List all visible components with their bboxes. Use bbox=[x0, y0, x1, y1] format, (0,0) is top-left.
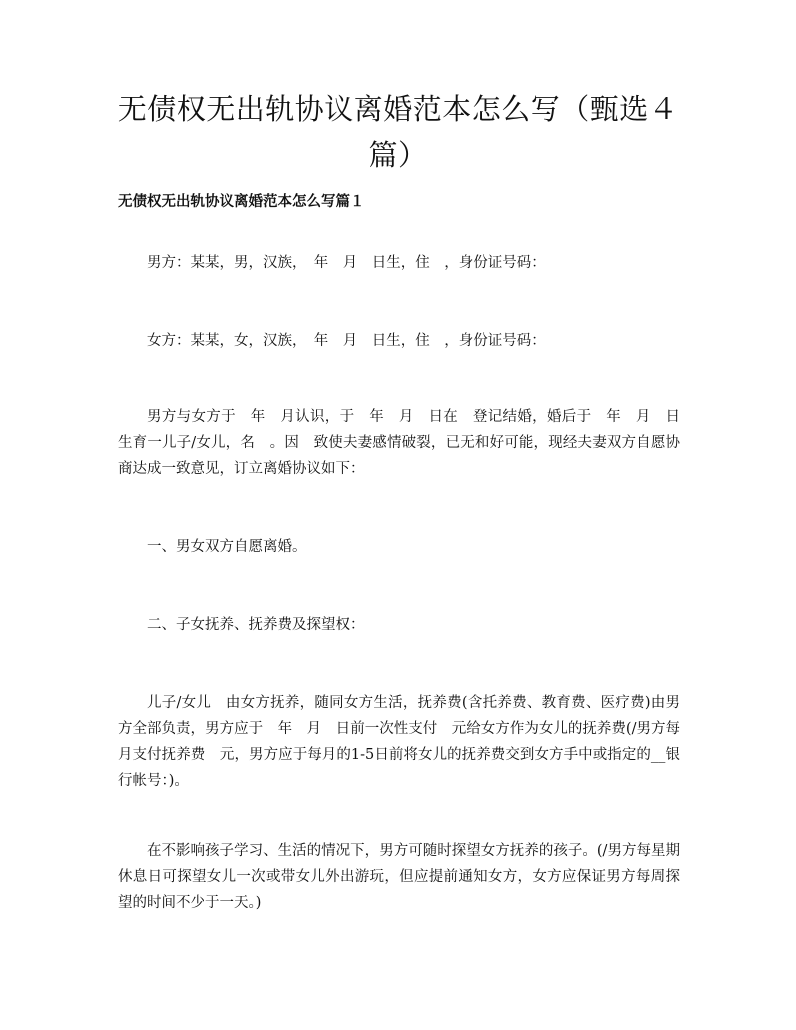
paragraph-marriage-background: 男方与女方于 年 月认识，于 年 月 日在 登记结婚，婚后于 年 月 日生育一儿子/女儿，名 。因 致使夫妻感情破裂，已无和好可能，现经夫妻双方自愿协商达成一致意见，订立离婚协议如下： bbox=[118, 409, 680, 477]
paragraph-female-party: 女方：某某，女，汉族， 年 月 日生，住 ，身份证号码： bbox=[147, 333, 546, 349]
paragraph-clause-two: 二、子女抚养、抚养费及探望权： bbox=[147, 617, 365, 633]
paragraph-child-support: 儿子/女儿 由女方抚养，随同女方生活，抚养费(含托养费、教育费、医疗费)由男方全部负责，男方应于 年 月 日前一次性支付 元给女方作为女儿的抚养费(/男方每月支付抚养费 元，男方应于每月的1-5日前将女儿的抚养费交到女方手中或指定的__银行帐号：)。 bbox=[118, 695, 680, 789]
paragraph-visitation: 在不影响孩子学习、生活的情况下，男方可随时探望女方抚养的孩子。(/男方每星期休息日可探望女儿一次或带女儿外出游玩，但应提前通知女方，女方应保证男方每周探望的时间不少于一天。) bbox=[118, 843, 680, 911]
section-heading: 无债权无出轨协议离婚范本怎么写篇１ bbox=[118, 194, 365, 210]
paragraph-clause-one: 一、男女双方自愿离婚。 bbox=[147, 539, 307, 555]
document-title: 无债权无出轨协议离婚范本怎么写（甄选４篇） bbox=[117, 92, 679, 172]
paragraph-male-party: 男方：某某，男，汉族， 年 月 日生，住 ，身份证号码： bbox=[147, 255, 546, 271]
